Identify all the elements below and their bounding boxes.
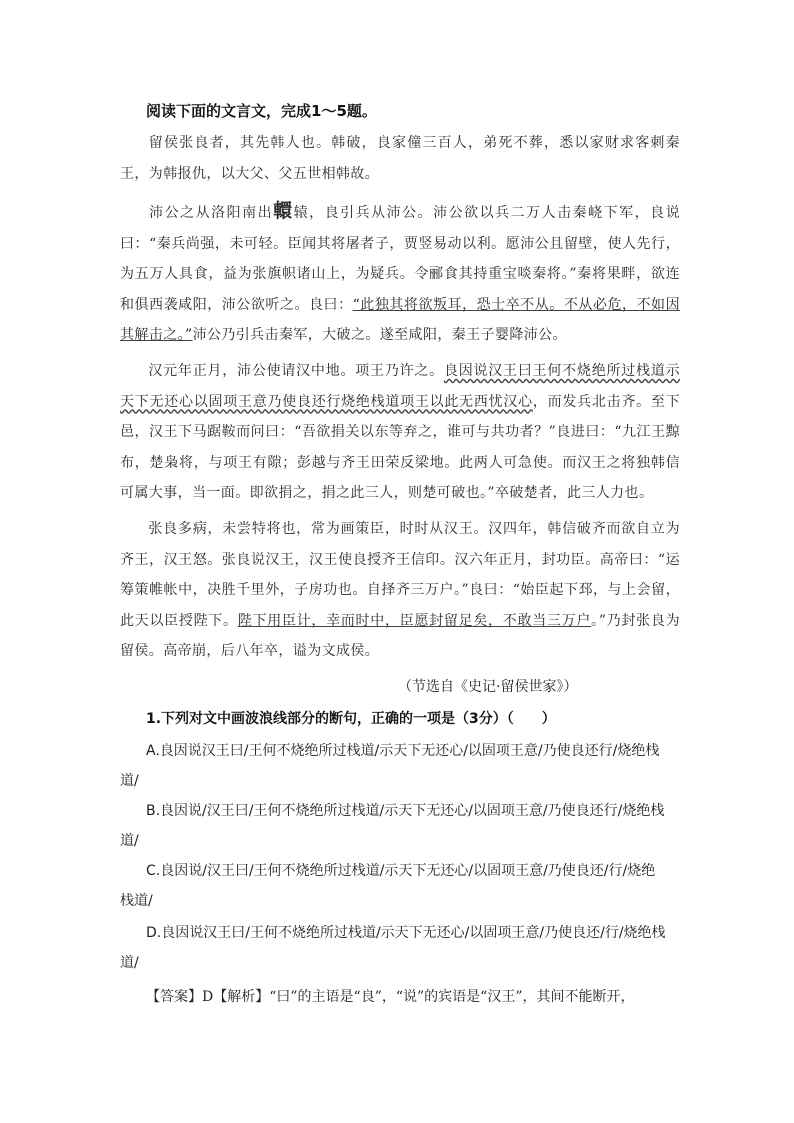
underlined-sentence: 陛下用臣计，幸而时中，臣愿封留足矣，不敢当三万户 [237, 612, 592, 629]
option-a-line-2: 道/ [120, 773, 139, 789]
option-d [120, 918, 680, 978]
option-b [120, 796, 680, 856]
passage-paragraph-1 [120, 128, 680, 189]
passage-text: 。”乃封张良为留侯。高帝崩，后八年卒，谥为文成侯。 [120, 612, 680, 659]
option-c-line-2: 栈道/ [120, 893, 153, 909]
passage-paragraph-3 [120, 356, 680, 509]
passage-text: 沛公之从洛阳南出 [148, 205, 274, 221]
passage-text: ，而发兵北击齐。至下邑，汉王下马踞鞍而问曰：“吾欲捐关以东等弃之，谁可与共功者？”良进曰：“九江王黥布，楚枭将，与项王有隙；彭越与齐王田荣反梁地。此两人可急使。而汉王之将独韩信可属大事，当一面。即欲捐之，捐之此三人，则楚可破也。”卒破楚者，此三人力也。 [120, 393, 681, 501]
passage-text: 张良多病，未尝特将也，常为画策臣，时时从汉王。汉四年，韩信破齐而欲自立为齐王，汉王怒。张良说汉王，汉王使良授齐王信印。汉六年正月，封功臣。高帝曰：“运筹策帷帐中，决胜千里外，子房功也。自择齐三万户。”良曰：“始臣起下邳，与上会留，此天以臣授陛下。 [120, 521, 680, 629]
reading-instruction: 阅读下面的文言文，完成1～5题。 [146, 102, 377, 120]
option-b-line-1: B.良因说/汉王曰/王何不烧绝所过栈道/示天下无还心/以固项王意/乃使良还行/烧绝栈 [146, 803, 665, 819]
option-d-line-1: D.良因说汉王曰/王何不烧绝所过栈道/示天下无还心/以固项王意/乃使良还/行/烧绝栈 [146, 925, 666, 941]
passage-paragraph-4 [120, 514, 680, 667]
wavy-underlined-passage: 良因说汉王曰王何不烧绝所过栈道示天下无还心以固项王意乃使良还行烧绝栈道项王以此无西忧汉心 [120, 363, 681, 410]
option-d-line-2: 道/ [120, 955, 139, 971]
option-c [120, 856, 680, 916]
option-c-line-1: C.良因说/汉王曰/王何不烧绝所过栈道/示天下无还心/以固项王意/乃使良还/行/烧绝 [146, 863, 656, 879]
answer-explanation: 【答案】D【解析】“曰”的主语是“良”，“说”的宾语是“汉王”，其间不能断开， [146, 989, 635, 1005]
underlined-sentence: “此独其将欲叛耳，恐士卒不从。不从必危，不如因其解击之。” [120, 296, 680, 343]
source-citation: （节选自《史记·留侯世家》） [398, 679, 578, 695]
emphasized-character: 轘 [273, 200, 294, 222]
passage-paragraph-2 [120, 196, 680, 351]
option-a [120, 736, 680, 796]
passage-text: 沛公乃引兵击秦军，大破之。遂至咸阳，秦王子婴降沛公。 [192, 327, 567, 343]
passage-text: 留侯张良者，其先韩人也。韩破，良家僮三百人，弟死不葬，悉以家财求客刺秦王，为韩报仇，以大父、父五世相韩故。 [120, 135, 680, 182]
option-a-line-1: A.良因说汉王曰/王何不烧绝所过栈道/示天下无还心/以固项王意/乃使良还行/烧绝栈 [146, 743, 660, 759]
question-title: 1.下列对文中画波浪线部分的断句，正确的一项是（3分）（ ） [146, 711, 556, 727]
passage-text: 汉元年正月，沛公使请汉中地。项王乃许之。 [148, 363, 444, 379]
option-b-line-2: 道/ [120, 833, 139, 849]
passage-text: 辕，良引兵从沛公。沛公欲以兵二万人击秦峣下军，良说曰：“秦兵尚强，未可轻。臣闻其将屠者子，贾竖易动以利。愿沛公且留壁，使人先行，为五万人具食，益为张旗帜诸山上，为疑兵。令郦食其持重宝啖秦将。”秦将果畔，欲连和俱西袭咸阳，沛公欲听之。良曰： [120, 205, 681, 313]
